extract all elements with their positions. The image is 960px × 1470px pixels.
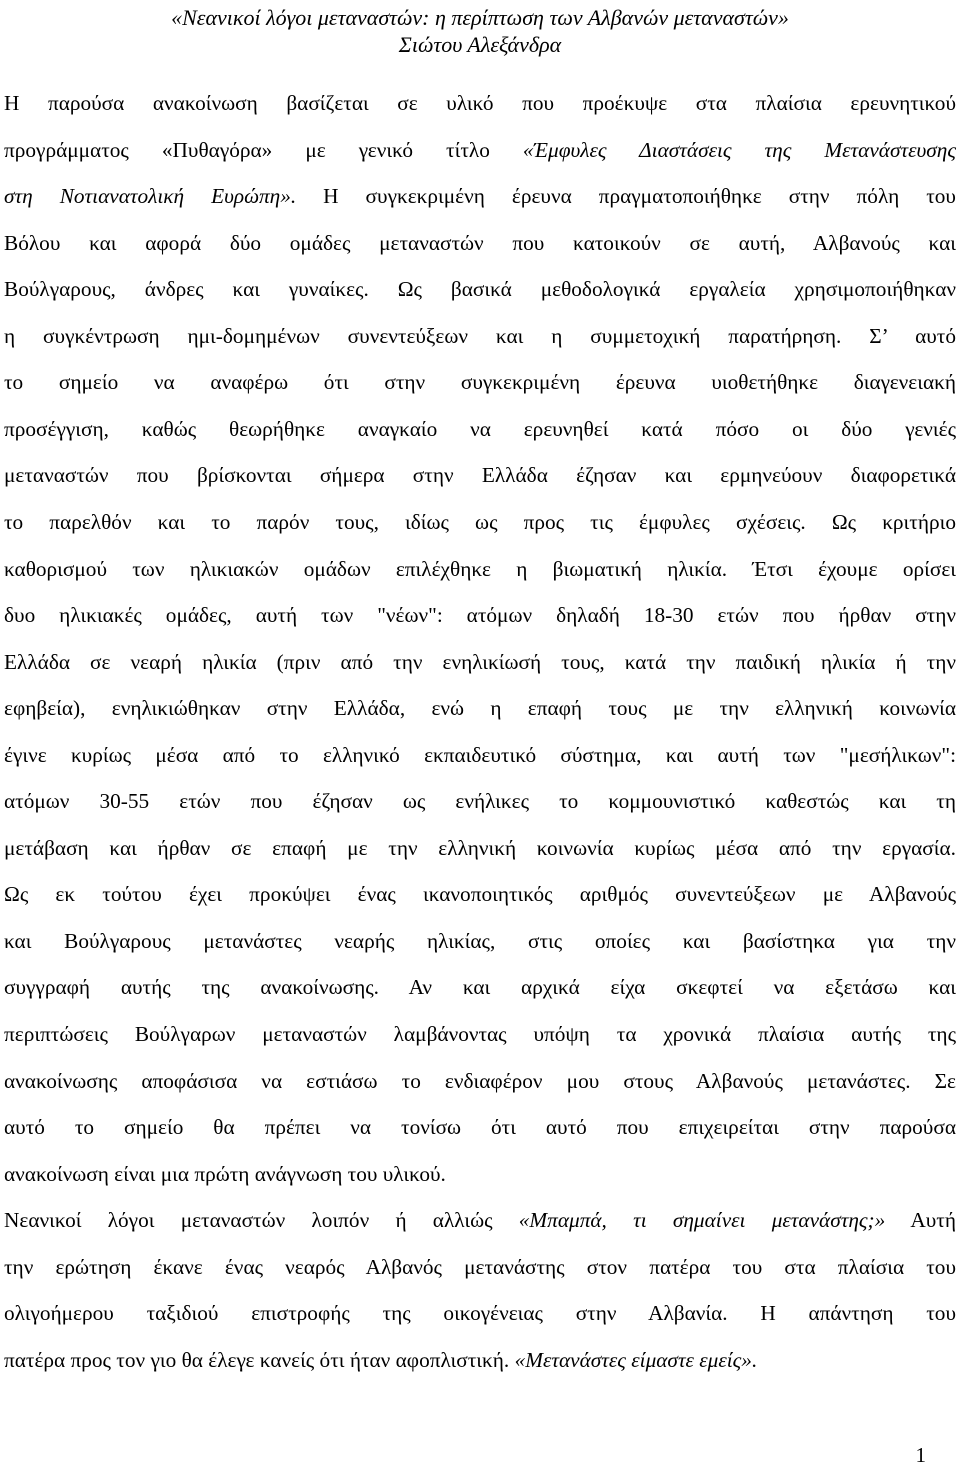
text-line	[4, 880, 956, 908]
text-line	[4, 1299, 956, 1327]
text-segment: το παρελθόν και το παρόν τους, ιδίως ως προς τις έμφυλες σχέσεις. Ως κριτήριο	[4, 509, 956, 534]
text-segment: Η συγκεκριμένη έρευνα πραγματοποιήθηκε στην πόλη του	[296, 184, 956, 209]
text-line	[4, 508, 956, 536]
text-line	[4, 182, 956, 210]
text-segment: μετάβαση και ήρθαν σε επαφή με την ελληνική κοινωνία κυρίως μέσα από την εργασία.	[4, 835, 956, 860]
text-segment: ολιγοήμερου ταξιδιού επιστροφής της οικογένειας στην Αλβανία. Η απάντηση του	[4, 1301, 956, 1326]
text-segment: πατέρα προς τον γιο θα έλεγε κανείς ότι ήταν αφοπλιστική.	[4, 1347, 515, 1372]
text-segment: μεταναστών που βρίσκονται σήμερα στην Ελλάδα έζησαν και ερμηνεύουν διαφορετικά	[4, 463, 956, 488]
text-segment: συγγραφή αυτής της ανακοίνωσης. Αν και αρχικά είχα σκεφτεί να εξετάσω και	[4, 975, 956, 1000]
italic-text-segment: «Μετανάστες είμαστε εμείς».	[514, 1347, 758, 1372]
text-segment: την ερώτηση έκανε ένας νεαρός Αλβανός μετανάστης στον πατέρα του στα πλαίσια του	[4, 1254, 956, 1279]
text-line	[4, 1206, 956, 1234]
text-segment: αυτό το σημείο θα πρέπει να τονίσω ότι αυτό που επιχειρείται στην παρούσα	[4, 1115, 956, 1140]
text-segment: Ως εκ τούτου έχει προκύψει ένας ικανοποιητικός αριθμός συνεντεύξεων με Αλβανούς	[4, 882, 956, 907]
text-line	[4, 973, 956, 1001]
text-segment: καθορισμού των ηλικιακών ομάδων επιλέχθηκε η βιωματική ηλικία. Έτσι έχουμε ορίσει	[4, 556, 956, 581]
text-line	[4, 1346, 956, 1374]
text-line	[4, 694, 956, 722]
text-line	[4, 368, 956, 396]
text-line	[4, 648, 956, 676]
text-line	[4, 741, 956, 769]
text-segment: και Βούλγαρους μετανάστες νεαρής ηλικίας, στις οποίες και βασίστηκα για την	[4, 928, 956, 953]
text-segment: Νεανικοί λόγοι μεταναστών λοιπόν ή αλλιώς	[4, 1208, 519, 1233]
text-segment: Ελλάδα σε νεαρή ηλικία (πριν από την ενηλικίωσή τους, κατά την παιδική ηλικία ή την	[4, 649, 956, 674]
text-segment: περιπτώσεις Βούλγαρων μεταναστών λαμβάνοντας υπόψη τα χρονικά πλαίσια αυτής της	[4, 1022, 956, 1046]
text-segment: Βόλου και αφορά δύο ομάδες μεταναστών που κατοικούν σε αυτή, Αλβανούς και	[4, 230, 956, 255]
text-line	[4, 415, 956, 443]
text-line	[4, 834, 956, 862]
italic-text-segment: στη Νοτιανατολική Ευρώπη».	[4, 184, 297, 209]
text-line	[4, 1253, 956, 1281]
text-segment: προσέγγιση, καθώς θεωρήθηκε αναγκαίο να ερευνηθεί κατά πόσο οι δύο γενιές	[4, 416, 956, 441]
text-segment: Βούλγαρους, άνδρες και γυναίκες. Ως βασικά μεθοδολογικά εργαλεία χρησιμοποιήθηκαν	[4, 277, 956, 302]
text-segment: δυο ηλικιακές ομάδες, αυτή των "νέων": ατόμων δηλαδή 18-30 ετών που ήρθαν στην	[4, 603, 956, 627]
text-line	[4, 461, 956, 489]
document-author: Σιώτου Αλεξάνδρα	[398, 32, 562, 57]
text-segment: η συγκέντρωση ημι-δομημένων συνεντεύξεων και η συμμετοχική παρατήρηση. Σ’ αυτό	[4, 323, 956, 348]
text-line	[4, 1113, 956, 1141]
document-title: «Νεανικοί λόγοι μεταναστών: η περίπτωση των Αλβανών μεταναστών»	[171, 5, 789, 30]
italic-text-segment: «Έμφυλες Διαστάσεις της Μετανάστευσης	[522, 137, 956, 162]
text-segment: προγράμματος «Πυθαγόρα» με γενικό τίτλο	[4, 137, 523, 162]
text-line	[4, 1160, 956, 1188]
text-segment: ατόμων 30-55 ετών που έζησαν ως ενήλικες το κομμουνιστικό καθεστώς και τη	[4, 789, 956, 814]
text-line	[4, 275, 956, 303]
text-segment: εφηβεία), ενηλικιώθηκαν στην Ελλάδα, ενώ η επαφή τους με την ελληνική κοινωνία	[4, 696, 956, 721]
text-segment: ανακοίνωσης αποφάσισα να εστιάσω το ενδιαφέρον μου στους Αλβανούς μετανάστες. Σε	[4, 1068, 956, 1093]
text-line	[4, 787, 956, 815]
page-number: 1	[915, 1443, 926, 1467]
text-line	[4, 89, 956, 117]
text-line	[4, 927, 956, 955]
text-segment: έγινε κυρίως μέσα από το ελληνικό εκπαιδευτικό σύστημα, και αυτή των "μεσήλικων":	[4, 742, 956, 767]
text-segment: ανακοίνωση είναι μια πρώτη ανάγνωση του υλικού.	[4, 1161, 446, 1186]
text-line	[4, 1020, 956, 1048]
text-line	[4, 322, 956, 350]
text-line	[4, 1067, 956, 1095]
text-segment: Η παρούσα ανακοίνωση βασίζεται σε υλικό που προέκυψε στα πλαίσια ερευνητικού	[4, 91, 956, 115]
italic-text-segment: «Μπαμπά, τι σημαίνει μετανάστης;»	[518, 1208, 886, 1233]
text-segment: Αυτή	[885, 1208, 956, 1233]
text-line	[4, 555, 956, 583]
text-line	[4, 601, 956, 629]
text-line	[4, 229, 956, 257]
text-segment: το σημείο να αναφέρω ότι στην συγκεκριμένη έρευνα υιοθετήθηκε διαγενειακή	[4, 370, 956, 395]
text-line	[4, 136, 956, 164]
